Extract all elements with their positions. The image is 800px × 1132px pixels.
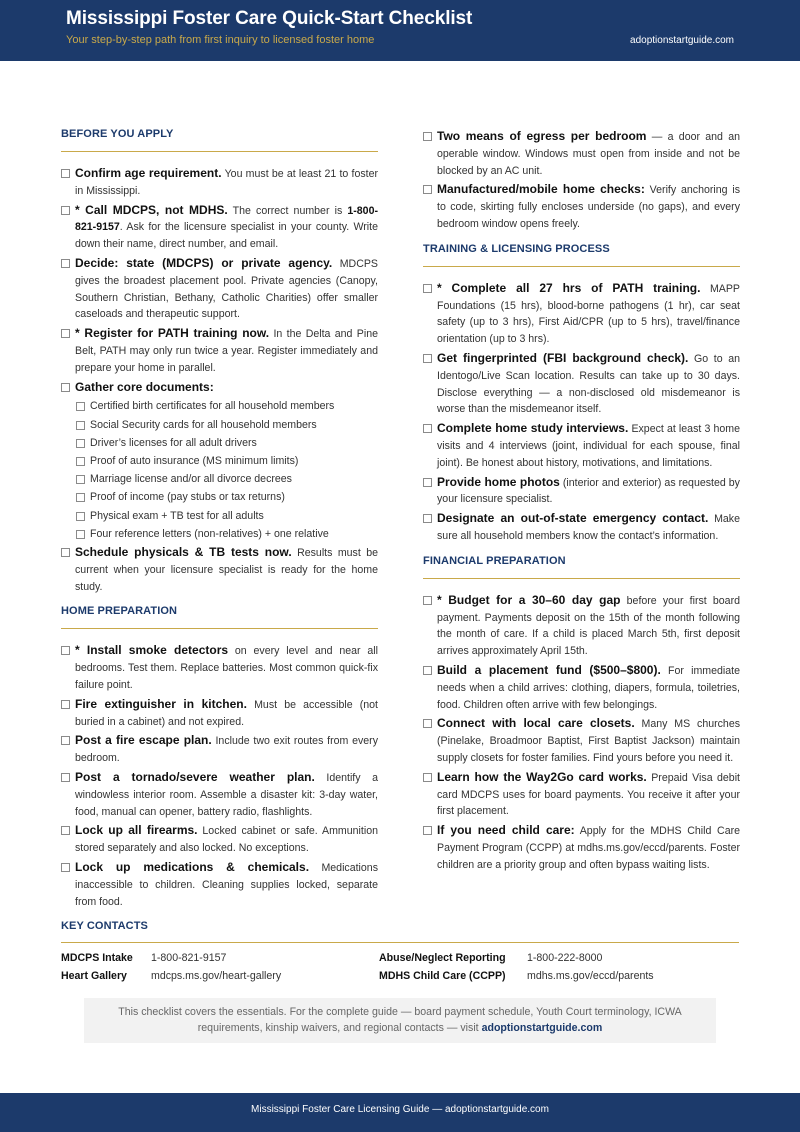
page-footer xyxy=(0,1093,800,1132)
checkbox[interactable] xyxy=(76,530,85,539)
contact-row xyxy=(61,952,739,970)
left-column xyxy=(61,128,378,912)
item-title: Gather core documents: xyxy=(75,379,214,394)
item-title: * Call MDCPS, not MDHS. xyxy=(75,202,228,217)
footer-text: Mississippi Foster Care Licensing Guide — adoptionstartguide.com xyxy=(251,1104,549,1115)
contact-label: MDCPS Intake xyxy=(61,952,133,964)
section-heading-training: TRAINING & LICENSING PROCESS xyxy=(423,242,610,255)
checklist-item xyxy=(61,202,378,253)
checkbox[interactable] xyxy=(61,863,70,872)
header-site-link[interactable]: adoptionstartguide.com xyxy=(630,35,734,46)
checkbox[interactable] xyxy=(423,773,432,782)
checklist-item xyxy=(423,592,740,660)
page-subtitle: Your step-by-step path from first inquiry to licensed foster home xyxy=(66,34,375,46)
checkbox[interactable] xyxy=(76,493,85,502)
item-desc: In the Delta and Pine Belt, PATH may only run twice a year. Register immediately and prepare your home in parallel. xyxy=(75,328,378,374)
item-desc: — a door and an operable window. Windows must open from inside and not be blocked by an AC unit. xyxy=(437,131,741,177)
contact-label: Abuse/Neglect Reporting xyxy=(379,952,506,964)
note-text: requirements, kinship waivers, and regional contacts — visit xyxy=(197,1022,479,1034)
item-desc: before your first board payment. Payments deposit on the 15th of the month following the month of care. If a child is placed March 5th, first deposit arrives approximately April 15th. xyxy=(437,594,740,658)
checklist-item xyxy=(423,662,740,713)
checkbox[interactable] xyxy=(423,826,432,835)
section-heading-before: BEFORE YOU APPLY xyxy=(61,128,174,140)
item-title: * Register for PATH training now. xyxy=(75,326,270,341)
checklist-item xyxy=(423,128,740,179)
sub-item xyxy=(61,507,378,525)
sub-item xyxy=(61,525,378,543)
item-title: Lock up medications & chemicals. xyxy=(75,859,310,874)
item-title: * Complete all 27 hrs of PATH training. xyxy=(437,280,701,295)
note-link[interactable]: adoptionstartguide.com xyxy=(481,1022,603,1034)
item-title: Build a placement fund ($500–$800). xyxy=(437,662,661,677)
checklist-item xyxy=(423,280,740,348)
item-desc: Include two exit routes from every bedroom. xyxy=(75,735,379,765)
checkbox[interactable] xyxy=(61,700,70,709)
checklist-item xyxy=(423,350,740,418)
section-heading-home: HOME PREPARATION xyxy=(61,605,178,618)
checklist-item xyxy=(61,769,378,820)
page-title: Mississippi Foster Care Quick-Start Checklist xyxy=(66,8,473,29)
item-title: Post a tornado/severe weather plan. xyxy=(75,769,315,784)
checkbox[interactable] xyxy=(76,421,85,430)
contact-value[interactable]: mdhs.ms.gov/eccd/parents xyxy=(527,970,654,982)
contact-value[interactable]: 1-800-222-8000 xyxy=(527,952,603,964)
section-heading-contacts: KEY CONTACTS xyxy=(61,920,148,932)
checkbox[interactable] xyxy=(61,548,70,557)
sub-item xyxy=(61,452,378,470)
section-divider xyxy=(423,266,740,267)
checklist-item xyxy=(423,822,740,873)
item-desc: For immediate needs when a child arrives: clothing, diapers, formula, toiletries, food. Children often arrive with few belongings. xyxy=(437,664,740,711)
note-line xyxy=(84,1020,716,1036)
checklist-item xyxy=(61,544,378,595)
item-desc: You must be at least 21 to foster in Mississippi. xyxy=(75,168,378,197)
item-title: * Install smoke detectors xyxy=(75,643,229,658)
checkbox[interactable] xyxy=(423,719,432,728)
checkbox[interactable] xyxy=(61,646,70,655)
checkbox[interactable] xyxy=(61,259,70,268)
documents-sublist xyxy=(61,397,378,543)
key-contacts xyxy=(61,920,739,988)
item-title: Two means of egress per bedroom xyxy=(437,129,647,143)
item-title: Get fingerprinted (FBI background check). xyxy=(437,350,689,365)
checkbox[interactable] xyxy=(61,329,70,338)
item-desc: (interior and exterior) as requested by your licensure specialist. xyxy=(437,476,740,506)
sub-item-label: Proof of auto insurance (MS minimum limits) xyxy=(90,454,299,467)
item-desc: on every level and near all bedrooms. Test them. Replace batteries. Most common quick-fix failure point. xyxy=(75,645,379,691)
item-title: Learn how the Way2Go card works. xyxy=(437,769,647,784)
item-desc: Apply for the MDHS Child Care Payment Program (CCPP) at mdhs.ms.gov/eccd/parents. Foster children are a priority group and often bypass waiting lists. xyxy=(437,825,740,871)
section-divider xyxy=(61,942,739,943)
sub-item-label: Four reference letters (non-relatives) + one relative xyxy=(90,527,329,540)
item-title: Schedule physicals & TB tests now. xyxy=(75,544,292,559)
contact-row xyxy=(61,970,739,988)
checklist-item xyxy=(61,325,378,376)
item-desc: MDCPS gives the broadest placement pool. Private agencies (Canopy, Southern Christian, Bethany, Catholic Charities) offer smaller caseloads and therapeutic support. xyxy=(75,257,378,321)
item-desc: . Ask for the licensure specialist in your county. Write down their name, direct number, and email. xyxy=(75,221,378,251)
note-line: This checklist covers the essentials. For the complete guide — board payment schedule, Youth Court terminology, ICWA xyxy=(118,1006,682,1018)
checklist-item xyxy=(423,474,740,509)
checklist-item xyxy=(61,165,378,200)
section-divider xyxy=(61,151,378,152)
sub-item-label: Physical exam + TB test for all adults xyxy=(90,509,264,522)
checklist-item xyxy=(61,255,378,323)
checklist-item xyxy=(423,420,740,471)
item-title: Designate an out-of-state emergency contact. xyxy=(437,511,709,526)
checkbox[interactable] xyxy=(61,826,70,835)
checklist-item xyxy=(61,732,378,767)
checkbox[interactable] xyxy=(423,284,432,293)
checklist-item xyxy=(61,822,378,857)
item-title: Lock up all firearms. xyxy=(75,823,198,838)
sub-item-label: Social Security cards for all household members xyxy=(90,418,317,431)
checklist-item xyxy=(61,379,378,397)
sub-item xyxy=(61,416,378,434)
checkbox[interactable] xyxy=(76,512,85,521)
checklist-item xyxy=(423,769,740,820)
checklist-item xyxy=(61,696,378,731)
checkbox[interactable] xyxy=(423,478,432,487)
item-title: Manufactured/mobile home checks: xyxy=(437,182,645,197)
item-desc: Medications inaccessible to children. Cleaning supplies locked, separate from food. xyxy=(75,861,378,908)
item-title: Decide: state (MDCPS) or private agency. xyxy=(75,255,333,270)
phone-number: 1-800-821-9157 xyxy=(75,204,378,234)
sub-item-label: Proof of income (pay stubs or tax returns) xyxy=(90,491,285,504)
checkbox[interactable] xyxy=(423,424,432,433)
sub-item-label: Certified birth certificates for all household members xyxy=(90,400,335,413)
item-desc: The correct number is xyxy=(232,204,343,217)
checkbox[interactable] xyxy=(423,354,432,363)
checkbox[interactable] xyxy=(423,514,432,523)
section-heading-financial: FINANCIAL PREPARATION xyxy=(423,554,566,567)
page-header xyxy=(0,0,800,61)
section-divider xyxy=(423,578,740,579)
item-desc: Many MS churches (Pinelake, Broadmoor Baptist, First Baptist Jackson) maintain supply closets for foster families. Find yours before you need it. xyxy=(437,718,741,764)
right-column xyxy=(423,128,740,875)
contact-value[interactable]: 1-800-821-9157 xyxy=(151,952,227,964)
item-desc: Must be accessible (not buried in a cabinet) and not expired. xyxy=(75,698,378,728)
contact-label: Heart Gallery xyxy=(61,970,127,982)
checkbox[interactable] xyxy=(61,206,70,215)
checkbox[interactable] xyxy=(76,402,85,411)
item-title: Confirm age requirement. xyxy=(75,166,222,180)
item-title: Connect with local care closets. xyxy=(437,716,635,731)
item-desc: Make sure all household members know the contact’s information. xyxy=(437,513,740,542)
checklist-item xyxy=(423,715,740,766)
sub-item xyxy=(61,470,378,488)
sub-item-label: Marriage license and/or all divorce decrees xyxy=(90,473,292,486)
item-desc: Prepaid Visa debit card MDCPS uses for board payments. You receive it after your first placement. xyxy=(437,771,741,818)
checklist-item xyxy=(61,642,378,693)
sub-item xyxy=(61,434,378,452)
item-title: Provide home photos xyxy=(437,474,560,489)
checkbox[interactable] xyxy=(61,383,70,392)
checkbox[interactable] xyxy=(423,596,432,605)
item-desc: Identify a windowless interior room. Assemble a disaster kit: 3-day water, food, manual can opener, battery radio, flashlights. xyxy=(75,771,378,818)
sub-item-label: Driver’s licenses for all adult drivers xyxy=(90,436,257,449)
checkbox[interactable] xyxy=(61,736,70,745)
contact-label: MDHS Child Care (CCPP) xyxy=(379,970,506,982)
checklist-item xyxy=(423,510,740,545)
checklist-item xyxy=(423,181,740,232)
item-title: * Budget for a 30–60 day gap xyxy=(437,592,621,607)
checklist-item xyxy=(61,859,378,910)
item-title: If you need child care: xyxy=(437,823,575,838)
section-divider xyxy=(61,628,378,629)
closing-note xyxy=(84,998,716,1043)
checkbox[interactable] xyxy=(423,185,432,194)
item-desc: MAPP Foundations (15 hrs), blood-borne pathogens (1 hr), car seat safety (up to 3 hrs), First Aid/CPR (up to 5 hrs), travel/finance orientation (up to 3 hrs). xyxy=(437,282,740,346)
item-desc: Results must be current when your licensure specialist is ready for the home study. xyxy=(75,546,378,593)
checkbox[interactable] xyxy=(76,475,85,484)
sub-item xyxy=(61,397,378,415)
contact-value[interactable]: mdcps.ms.gov/heart-gallery xyxy=(151,970,282,982)
item-desc: Verify anchoring is to code, skirting fully encloses underside (no gaps), and every bedroom window opens freely. xyxy=(437,184,741,230)
sub-item xyxy=(61,488,378,506)
checkbox[interactable] xyxy=(76,439,85,448)
item-title: Fire extinguisher in kitchen. xyxy=(75,696,247,711)
item-desc: Go to an Identogo/Live Scan location. Results can take up to 30 days. Disclose everything — a non-disclosed old misdemeanor is worse than the misdemeanor itself. xyxy=(437,352,740,416)
checkbox[interactable] xyxy=(423,132,432,141)
checkbox[interactable] xyxy=(423,666,432,675)
checkbox[interactable] xyxy=(76,457,85,466)
checkbox[interactable] xyxy=(61,773,70,782)
item-desc: Expect at least 3 home visits and 4 interviews (joint, individual for each spouse, final joint). Be honest about history, motivations, and limitations. xyxy=(437,423,740,469)
item-title: Complete home study interviews. xyxy=(437,421,629,436)
item-desc: Locked cabinet or safe. Ammunition stored separately and also locked. No exceptions. xyxy=(75,825,378,855)
item-title: Post a fire escape plan. xyxy=(75,733,212,748)
checkbox[interactable] xyxy=(61,169,70,178)
